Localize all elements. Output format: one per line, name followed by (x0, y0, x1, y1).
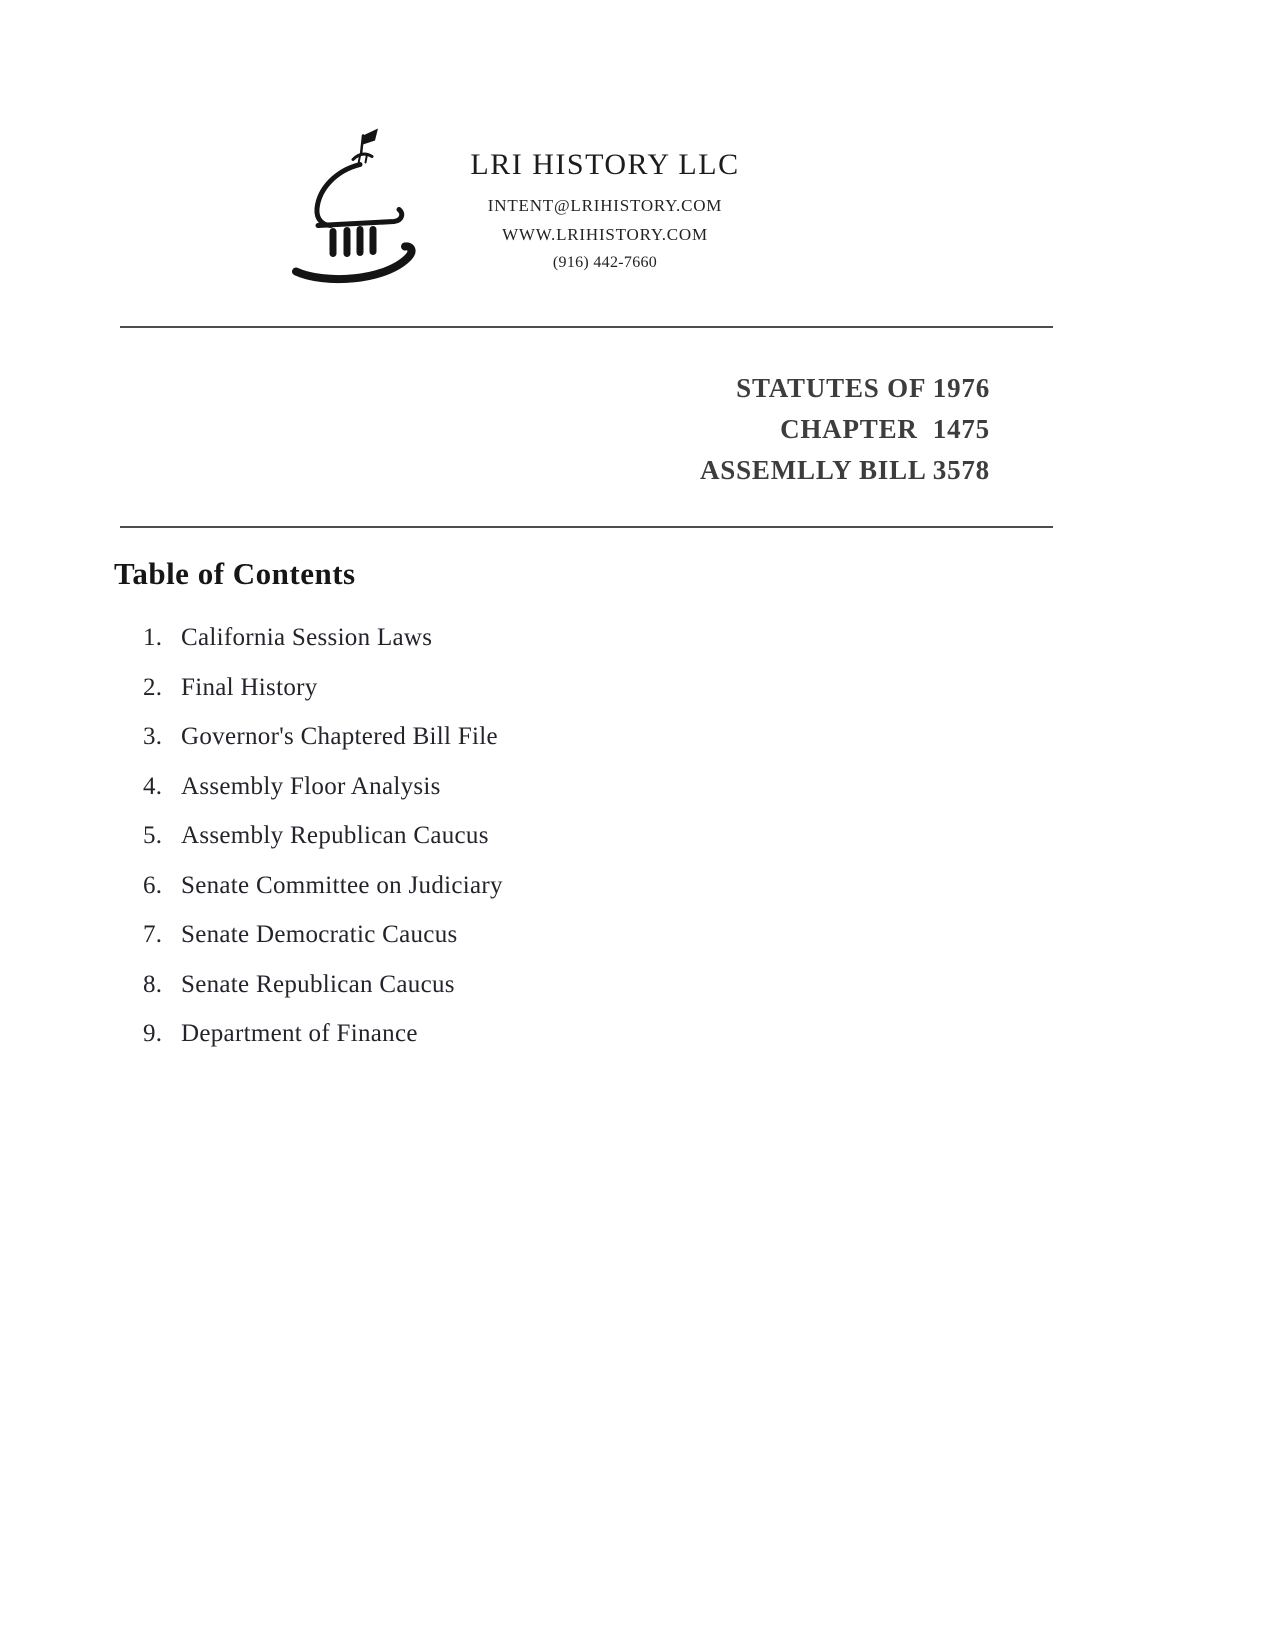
toc-item (143, 1020, 843, 1048)
toc-item-label: Assembly Republican Caucus (181, 822, 489, 849)
toc-item-label: Governor's Chaptered Bill File (181, 723, 498, 750)
toc-item (143, 773, 843, 801)
bottom-divider (120, 526, 1053, 528)
toc-item-label: Assembly Floor Analysis (181, 772, 441, 800)
toc-item (143, 872, 843, 900)
company-email: INTENT@LRIHISTORY.COM (487, 196, 723, 215)
company-website: WWW.LRIHISTORY.COM (502, 225, 708, 244)
toc-item-number: 4. (143, 772, 163, 800)
toc-item (143, 921, 843, 949)
toc-item-label: Senate Committee on Judiciary (181, 871, 503, 899)
toc-item-number: 8. (143, 970, 163, 998)
toc-item (143, 822, 843, 850)
toc-item-number: 3. (143, 723, 163, 750)
toc-item-label: Senate Republican Caucus (181, 970, 455, 998)
toc-item-number: 9. (143, 1020, 163, 1047)
toc-item-label: Senate Democratic Caucus (181, 921, 458, 948)
toc-item-number: 5. (143, 822, 163, 849)
top-divider (120, 326, 1053, 328)
company-phone: (916) 442-7660 (552, 254, 658, 271)
toc-item-number: 1. (143, 624, 163, 651)
capitol-logo (290, 122, 440, 287)
statute-reference-block (400, 368, 990, 491)
chapter-line: CHAPTER 1475 (780, 414, 990, 444)
toc-item-number: 6. (143, 871, 163, 899)
capitol-sketch-icon (290, 274, 440, 291)
toc-item-label: Department of Finance (181, 1020, 418, 1047)
assembly-bill-line: ASSEMLLY BILL 3578 (699, 455, 990, 485)
toc-item-label: Final History (181, 673, 318, 701)
statutes-line: STATUTES OF 1976 (736, 373, 990, 403)
toc-item-number: 7. (143, 921, 163, 948)
company-header (435, 148, 775, 272)
toc-item (143, 723, 843, 751)
toc-item (143, 624, 843, 652)
toc-item-label: California Session Laws (181, 624, 433, 651)
toc-list (143, 624, 843, 1070)
company-name: LRI HISTORY LLC (470, 148, 740, 181)
toc-title: Table of Contents (114, 556, 356, 591)
toc-item-number: 2. (143, 673, 163, 701)
toc-item (143, 674, 843, 702)
toc-item (143, 971, 843, 999)
